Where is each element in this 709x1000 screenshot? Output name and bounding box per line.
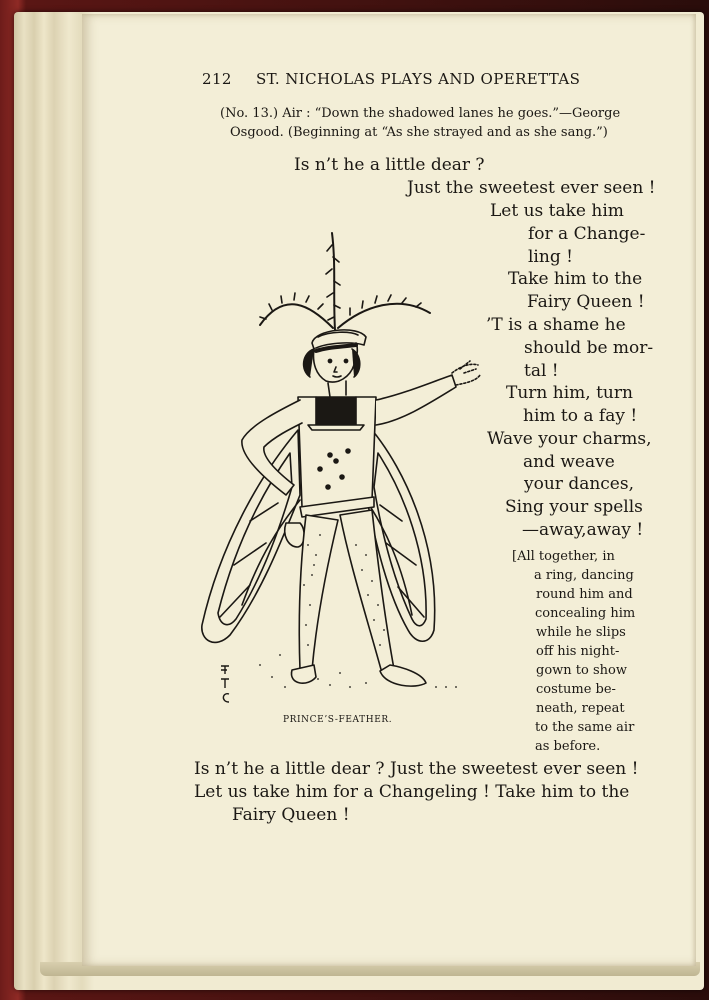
song-line: and weave bbox=[523, 452, 615, 472]
music-note-line-1: (No. 13.) Air : “Down the shadowed lanes he goes.”—George bbox=[220, 106, 621, 121]
song-line: Just the sweetest ever seen ! bbox=[407, 178, 656, 198]
stage-direction-line: a ring, dancing bbox=[534, 568, 634, 583]
music-note-line-2: Osgood. (Beginning at “As she strayed and as she sang.”) bbox=[230, 125, 608, 140]
song-line: Fairy Queen ! bbox=[527, 292, 645, 312]
page-number: 212 bbox=[202, 70, 232, 88]
repeat-line-2: Let us take him for a Changeling ! Take him to the bbox=[194, 782, 630, 802]
stage-direction-line: [All together, in bbox=[512, 549, 615, 564]
running-title: ST. NICHOLAS PLAYS AND OPERETTAS bbox=[256, 70, 581, 88]
song-line: tal ! bbox=[524, 361, 559, 381]
song-line: Sing your spells bbox=[505, 497, 643, 517]
stage-direction-line: neath, repeat bbox=[536, 701, 625, 716]
stage-direction-line: off his night- bbox=[536, 644, 620, 659]
stage-direction-line: concealing him bbox=[535, 606, 636, 621]
head bbox=[304, 330, 366, 397]
song-line: Turn him, turn bbox=[506, 383, 633, 403]
illustration-caption: PRINCE’S-FEATHER. bbox=[283, 715, 393, 725]
artist-monogram bbox=[218, 664, 232, 704]
prince-feather-illustration bbox=[190, 225, 490, 695]
song-line: ling ! bbox=[528, 247, 573, 267]
song-line: your dances, bbox=[524, 474, 634, 494]
repeat-line-1: Is n’t he a little dear ? Just the sweetest ever seen ! bbox=[194, 759, 639, 779]
stage-direction-line: as before. bbox=[535, 739, 601, 754]
stage-direction-line: costume be- bbox=[536, 682, 616, 697]
song-line: —away,away ! bbox=[522, 520, 644, 540]
stage-direction-line: to the same air bbox=[535, 720, 635, 735]
stage-direction-line: round him and bbox=[536, 587, 633, 602]
song-line: Let us take him bbox=[490, 201, 624, 221]
repeat-line-3: Fairy Queen ! bbox=[232, 805, 350, 825]
song-line: should be mor- bbox=[524, 338, 654, 358]
song-line: for a Change- bbox=[528, 224, 646, 244]
song-line: him to a fay ! bbox=[523, 406, 638, 426]
song-line: Wave your charms, bbox=[487, 429, 652, 449]
song-line: Take him to the bbox=[508, 269, 643, 289]
stage-direction-line: while he slips bbox=[536, 625, 626, 640]
plume-feathers bbox=[260, 233, 430, 330]
song-line: ’T is a shame he bbox=[486, 315, 626, 335]
song-line: Is n’t he a little dear ? bbox=[294, 155, 485, 175]
stage-direction-line: gown to show bbox=[536, 663, 627, 678]
